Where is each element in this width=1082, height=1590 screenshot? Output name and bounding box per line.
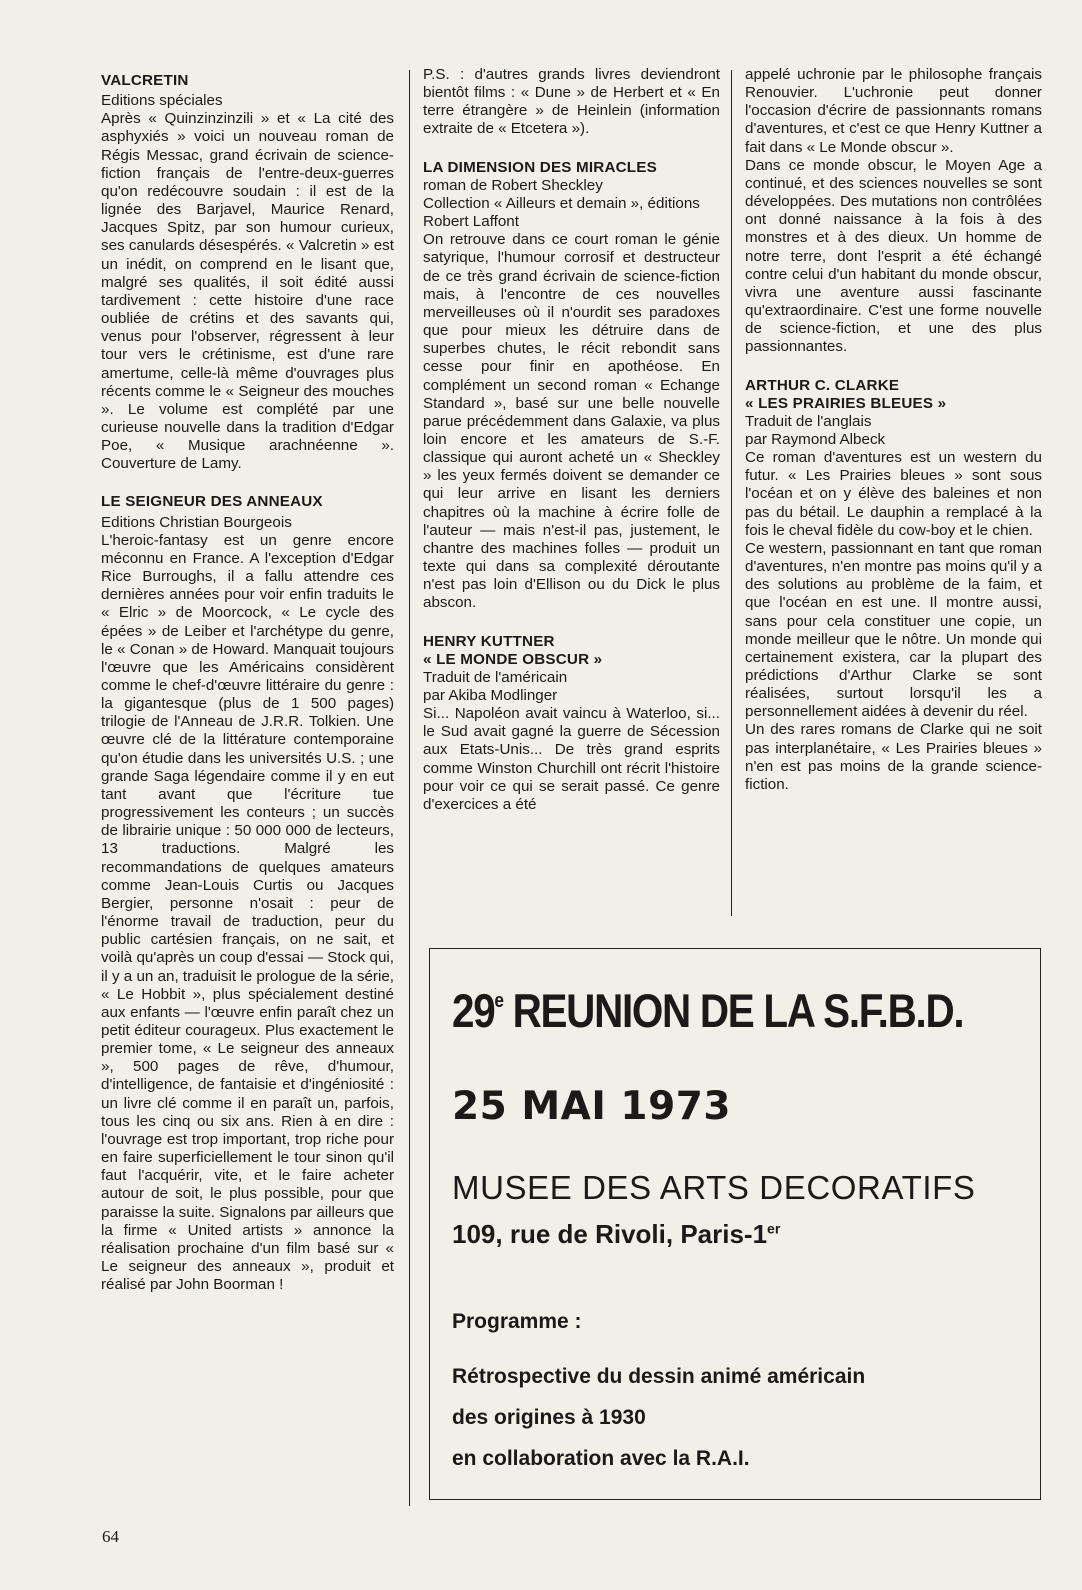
announcement-title-number: 29 [452, 984, 495, 1037]
review-title: « LES PRAIRIES BLEUES » [745, 394, 947, 412]
announcement-box [429, 948, 1041, 1500]
review-translator: par Akiba Modlinger [423, 687, 558, 704]
programme-heading: Programme : [452, 1310, 582, 1333]
review-body-continued: appelé uchronie par le philosophe français Renouvier. L'uchronie peut donner l'occasion d'écrire de passionnants romans d'aventures, et c'est ce que Henry Kuttner a fait dans « Le Monde obscur ». [745, 66, 1042, 156]
review-translation: Traduit de l'anglais [745, 412, 872, 430]
review-body: L'heroic-fantasy est un genre encore méconnu en France. A l'exception d'Edgar Rice Burroughs, il a fallu attendre ces dernières années pour voir enfin traduits le « Elric » de Moorcock, « Le cycle des épées » de Leiber et l'archétype du genre, le « Conan » de Howard. Manquait toujours l'œuvre que les Américains considèrent comme le chef-d'œuvre littéraire du genre : la gigantesque (plus de 1 500 pages) trilogie de l'Anneau de J.R.R. Tolkien. Une œuvre clé de la littérature contemporaine qu'on étudie dans les universités U.S. ; une grande Saga légendaire comme il y en eut tant avant que l'écriture tue progressivement les conteurs ; un succès de librairie unique : 50 000 000 de lecteurs, 13 traductions. Malgré les recommandations de quelques amateurs comme Jean-Louis Curtis ou Jacques Bergier, personne n'osait : peur de l'énorme travail de traduction, peur du public cartésien français, on ne sait, et voilà qu'après un coup d'essai — Stock qui, il y a un an, traduisit le prologue de la série, « Le Hobbit », plus spécialement destiné aux enfants — l'œuvre enfin paraît chez un petit éditeur courageux. Plus exactement le premier tome, « Le seigneur des anneaux », 500 pages de rêve, d'humour, d'intelligence, de fantaisie et d'ingéniosité : un livre clé comme il en paraît un, parfois, tous les cinq ou six ans. Rien à en dire : l'ouvrage est trop important, trop riche pour en faire superficiellement le tour sinon qu'il faut l'acquérir, vite, et le faire acheter autour de soit, le plus possible, pour que paraisse la suite. Signalons par ailleurs que la firme « United artists » annonce la réalisation prochaine d'un film basé sur « Le seigneur des anneaux », produit et réalisé par John Boorman ! [101, 531, 394, 1294]
column-2 [423, 66, 720, 814]
announcement-title-text: REUNION DE LA S.F.B.D. [502, 984, 964, 1037]
programme-line: des origines à 1930 [452, 1406, 646, 1429]
announcement-venue: MUSEE DES ARTS DECORATIFS [452, 1169, 976, 1206]
page-number: 64 [102, 1527, 119, 1546]
review-author: HENRY KUTTNER [423, 632, 555, 650]
review-collection: Collection « Ailleurs et demain », éditions Robert Laffont [423, 194, 700, 231]
column-1 [101, 72, 394, 1294]
review-body: Un des rares romans de Clarke qui ne soit pas interplanétaire, « Les Prairies bleues » n'en est pas moins de la grande science-fiction. [745, 721, 1042, 793]
review-body: Si... Napoléon avait vaincu à Waterloo, si... le Sud avait gagné la guerre de Sécession aux Etats-Unis... De très grand esprits comme Winston Churchill ont récrit l'histoire pour voir ce qui se serait passé. Ce genre d'exercices a été [423, 705, 720, 813]
review-body-continued: Dans ce monde obscur, le Moyen Age a continué, et des sciences nouvelles se sont développées. Des mutations non contrôlées ont donné naissance à la fois à des monstres et à des dieux. Un homme de notre terre, dont l'esprit a été échangé contre celui d'un habitant du monde obscur, vivra une aventure aussi fascinante qu'extraordinaire. C'est une forme nouvelle de science-fiction, et une des plus passionnantes. [745, 156, 1042, 356]
review-author: ARTHUR C. CLARKE [745, 376, 900, 394]
announcement-date: 25 MAI 1973 [452, 1084, 731, 1129]
review-publisher: Editions spéciales [101, 92, 223, 110]
ps-note: P.S. : d'autres grands livres deviendront bientôt films : « Dune » de Herbert et « En terre étrangère » de Heinlein (information extraite de « Etcetera »). [423, 66, 720, 138]
programme-line: en collaboration avec la R.A.I. [452, 1447, 750, 1470]
announcement-title-ordinal: e [494, 990, 503, 1012]
review-body: Ce roman d'aventures est un western du futur. « Les Prairies bleues » sont sous l'océan et on y élève des baleines et non pas du bétail. Le dauphin a remplacé à la fois le cheval fidèle du cow-boy et le chien. [745, 449, 1042, 539]
announcement-title [452, 984, 964, 1037]
review-title: LA DIMENSION DES MIRACLES [423, 158, 657, 176]
announcement-address [452, 1221, 780, 1247]
review-title: VALCRETIN [101, 72, 189, 89]
review-translator: par Raymond Albeck [745, 430, 886, 448]
address-ordinal: er [767, 1220, 781, 1237]
review-byline: roman de Robert Sheckley [423, 176, 603, 194]
column-divider [731, 70, 732, 916]
column-divider [409, 70, 410, 1506]
review-title: « LE MONDE OBSCUR » [423, 650, 603, 668]
review-publisher: Editions Christian Bourgeois [101, 513, 292, 531]
column-3 [745, 66, 1042, 794]
review-translation: Traduit de l'américain [423, 668, 568, 686]
programme-line: Rétrospective du dessin animé américain [452, 1365, 866, 1388]
address-text: 109, rue de Rivoli, Paris-1 [452, 1219, 768, 1249]
review-body: Après « Quinzinzinzili » et « La cité des asphyxiés » voici un nouveau roman de Régis Messac, grand écrivain de science-fiction français de l'entre-deux-guerres qu'on redécouvre soudain : il est de la lignée des Barjavel, Maurice Renard, Jacques Spitz, par son humour curieux, ses canulards désespérés. « Valcretin » est un inédit, on comprend en le lisant que, malgré ses qualités, il soit édité aussi tardivement : cette histoire d'une race oubliée de crétins et des savants qui, venus pour l'observer, régressent à leur tour vers le crétinisme, est d'une rare amertume, celle-là même d'ouvrages plus récents comme le « Seigneur des mouches ». Le volume est complété par une curieuse nouvelle dans la tradition d'Edgar Poe, « Musique arachnéenne ». Couverture de Lamy. [101, 110, 394, 473]
review-body: Ce western, passionnant en tant que roman d'aventures, n'en montre pas moins qu'il y a des solutions au problème de la faim, et que l'océan en est une. Il montre aussi, sans pour cela constituer une copie, un monde meilleur que le nôtre. Un monde qui certainement existera, car la plupart des prédictions d'Arthur Clarke se sont réalisées, surtout lorsqu'il les a personnellement aidées à devenir du réel. [745, 539, 1042, 721]
review-title: LE SEIGNEUR DES ANNEAUX [101, 493, 323, 511]
review-body: On retrouve dans ce court roman le génie satyrique, l'humour corrosif et destructeur de ce très grand écrivain de science-fiction mais, à l'encontre de ces nouvelles merveilleuses où il n'ourdit ses paradoxes que pour mieux les détruire dans de superbes chutes, le récit rebondit sans cesse pour finir en apothéose. En complément un second roman « Echange Standard », basé sur une belle nouvelle parue précédemment dans Galaxie, va plus loin encore et les amateurs de S.-F. classique qui auront acheté un « Sheckley » les yeux fermés doivent se demander ce qui leur arrive en lisant les derniers chapitres où la machine à écrire folle de l'auteur — mais n'est-il pas, justement, le chantre des machines folles — produit un texte qui dans sa complexité déroutante n'est pas loin d'Ellison ou du Dick le plus abscon. [423, 231, 720, 612]
